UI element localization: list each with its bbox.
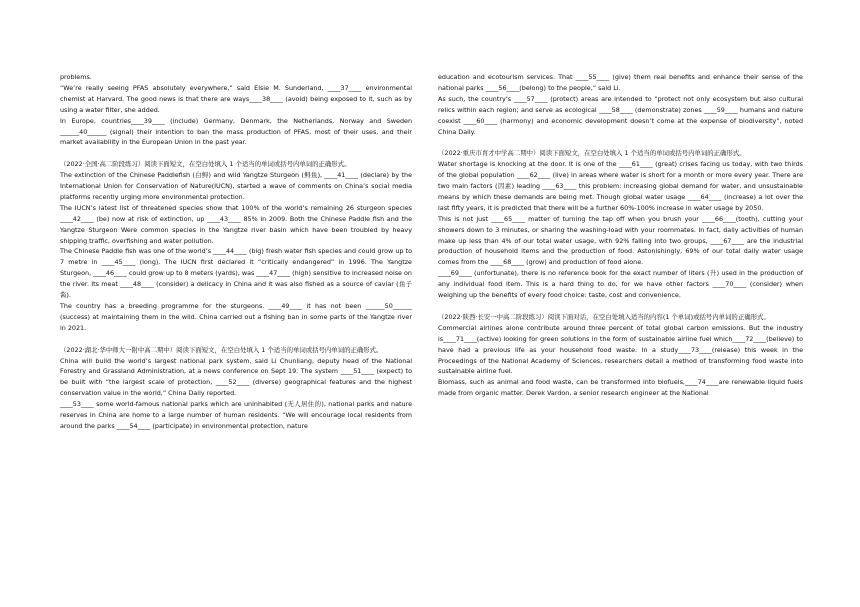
section-spacer [60, 334, 412, 345]
right-column [438, 72, 803, 399]
passage-paragraph: education and ecotourism services. That ____55____ (give) them real benefits and enhance their sense of the national parks ____56____(belong) to the people,” said Li. [438, 73, 803, 92]
passage-paragraph: The Chinese Paddle fish was one of the world’s ____44____ (big) fresh water fish species and could grow up to 7 metre in ____45____ (long). The IUCN first declared it “critically endangered” in 1996. The Yangtze Sturgeon, ____46____ could grow up to 8 meters (yards), was ____47____ (high) sensitive to increased noise on the river. Its meat ____48____ (consider) a delicacy in China and it was also fished as a source of caviar (鱼子酱). [60, 247, 412, 300]
section-instruction: （2022·重庆市育才中学高二期中）阅读下面短文，在空白处填入 1 个适当的单词或括号内单词的正确形式。 [438, 149, 746, 158]
passage-paragraph: “We’re really seeing PFAS absolutely everywhere,” said Elsie M. Sunderland, ____37____ environmental chemist at Harvard. The good news is that there are ways____38____ (avoid) being exposed to it, such as by using a water filter, she added. [60, 83, 412, 114]
section-instruction: （2022·湖北·华中师大一附中高二期中）阅读下面短文，在空白处填入 1 个适当的单词或括号内单词的正确形式。 [60, 345, 383, 354]
left-column [60, 72, 412, 432]
passage-paragraph: Water shortage is knocking at the door. It is one of the ____61____ (great) crises facing us today, with two thirds of the global population ____62____ (live) in areas where water is short for a month or more every year. There are two main factors (因素) leading ____63____ this problem: increasing global demand for water, and unsustainable means by which these demands are being met. Though global water usage ____64____ (increase) a lot over the last fifty years, it is predicted that there will be a further 60%-100% increase in water usage by 2050. [438, 160, 803, 212]
section-spacer [438, 137, 803, 148]
passage-paragraph: This is not just ____65____ matter of turning the tap off when you brush your ____66____(tooth), cutting your showers down to 3 minutes, or sharing the washing-load with your roommates. In fact, daily activities of human make up less than 4% of our total water usage, with 92% falling into two groups, ____67____ are the industrial production of household items and the production of food. Astonishingly, 69% of our total daily water usage comes from the ____68____ (grow) and production of food alone. [438, 214, 803, 267]
passage-paragraph: ____53____ some world-famous national parks which are uninhabited (无人居住的), national parks and nature reserves in China are home to a large number of human residents. “We will encourage local residents from around the parks ____54____ (participate) in environmental protection, nature [60, 400, 412, 430]
passage-paragraph: China will build the world’s largest national park system, said Li Chunliang, deputy head of the National Forestry and Grassland Administration, at a news conference on Sept 19. The system ____51____ (expect) to be built with “the largest scale of protection, ____52____ (diverse) geographical features and the highest conservation value in the world,” China Daily reported. [60, 356, 412, 398]
passage-paragraph: ____69____ (unfortunate), there is no reference book for the exact number of liters (升) used in the production of any individual food item. This is a hard thing to do, for we have other factors ____70____ (consider) when weighing up the benefits of every food choice: taste, cost and convenience. [438, 269, 803, 300]
passage-paragraph: The extinction of the Chinese Paddlefish (白鲟) and wild Yangtze Sturgeon (鲟鱼), ____41____ (declare) by the International Union for Conservation of Nature(IUCN), started a wave of comments on China’s social media platforms recently urging more environmental protection. [60, 171, 412, 201]
passage-paragraph: In Europe, countries____39____ (include) Germany, Denmark, the Netherlands, Norway and Sweden ______40______ (signal) their intention to ban the mass production of PFAS, most of their uses, and their market availability in the European Union in the past year. [60, 116, 412, 147]
passage-paragraph: Commercial airlines alone contribute around three percent of total global carbon emissions. But the industry is____71____(active) looking for green solutions in the form of sustainable airline fuel which____72____(believe) to have had a previous life as your household food waste. In a study____73____(release) this week in the Proceedings of the National Academy of Sciences, researchers detail a method of transforming food waste into sustainable airline fuel. [438, 323, 803, 376]
section-instruction: （2022·全国·高二阶段练习）阅读下面短文，在空白处填入 1 个适当的单词或括号内单词的正确形式。 [60, 160, 351, 169]
passage-paragraph: As such, the country’s ____57____ (protect) areas are intended to “protect not only ecosystem but also cultural relics within each region; and serve as ecological ____58____ (demonstrate) zones ____59____ humans and nature coexist ____60____ (harmony) and economic development doesn’t come at the expense of biodiversity”, noted China Daily. [438, 94, 803, 136]
passage-paragraph: Biomass, such as animal and food waste, can be transformed into biofuels,____74____are renewable liquid fuels made from organic matter. Derek Vardon, a senior research engineer at the National [438, 378, 803, 398]
section-spacer [438, 301, 803, 312]
section-spacer [60, 148, 412, 159]
passage-paragraph: The country has a breeding programme for the sturgeons. ____49____ it has not been ______50______ (success) at maintaining them in the wild. China carried out a fishing ban in some parts of the Yangtze river in 2021. [60, 302, 412, 332]
section-instruction: （2022·陕西·长安一中高二阶段练习）阅读下面对话，在空白处填入适当的内容(1 个单词)或括号内单词的正确形式。 [438, 312, 770, 321]
passage-paragraph: problems. [60, 73, 92, 81]
passage-paragraph: The IUCN’s latest list of threatened species show that 100% of the world’s remaining 26 sturgeon species ____42____ (be) now at risk of extinction, up ____43____ 85% in 2009. Both the Chinese Paddle fish and the Yangtze Sturgeon Were common species in the Yangtze river basin which have been troubled by heavy shipping traffic, overfishing and water pollution. [60, 203, 412, 245]
